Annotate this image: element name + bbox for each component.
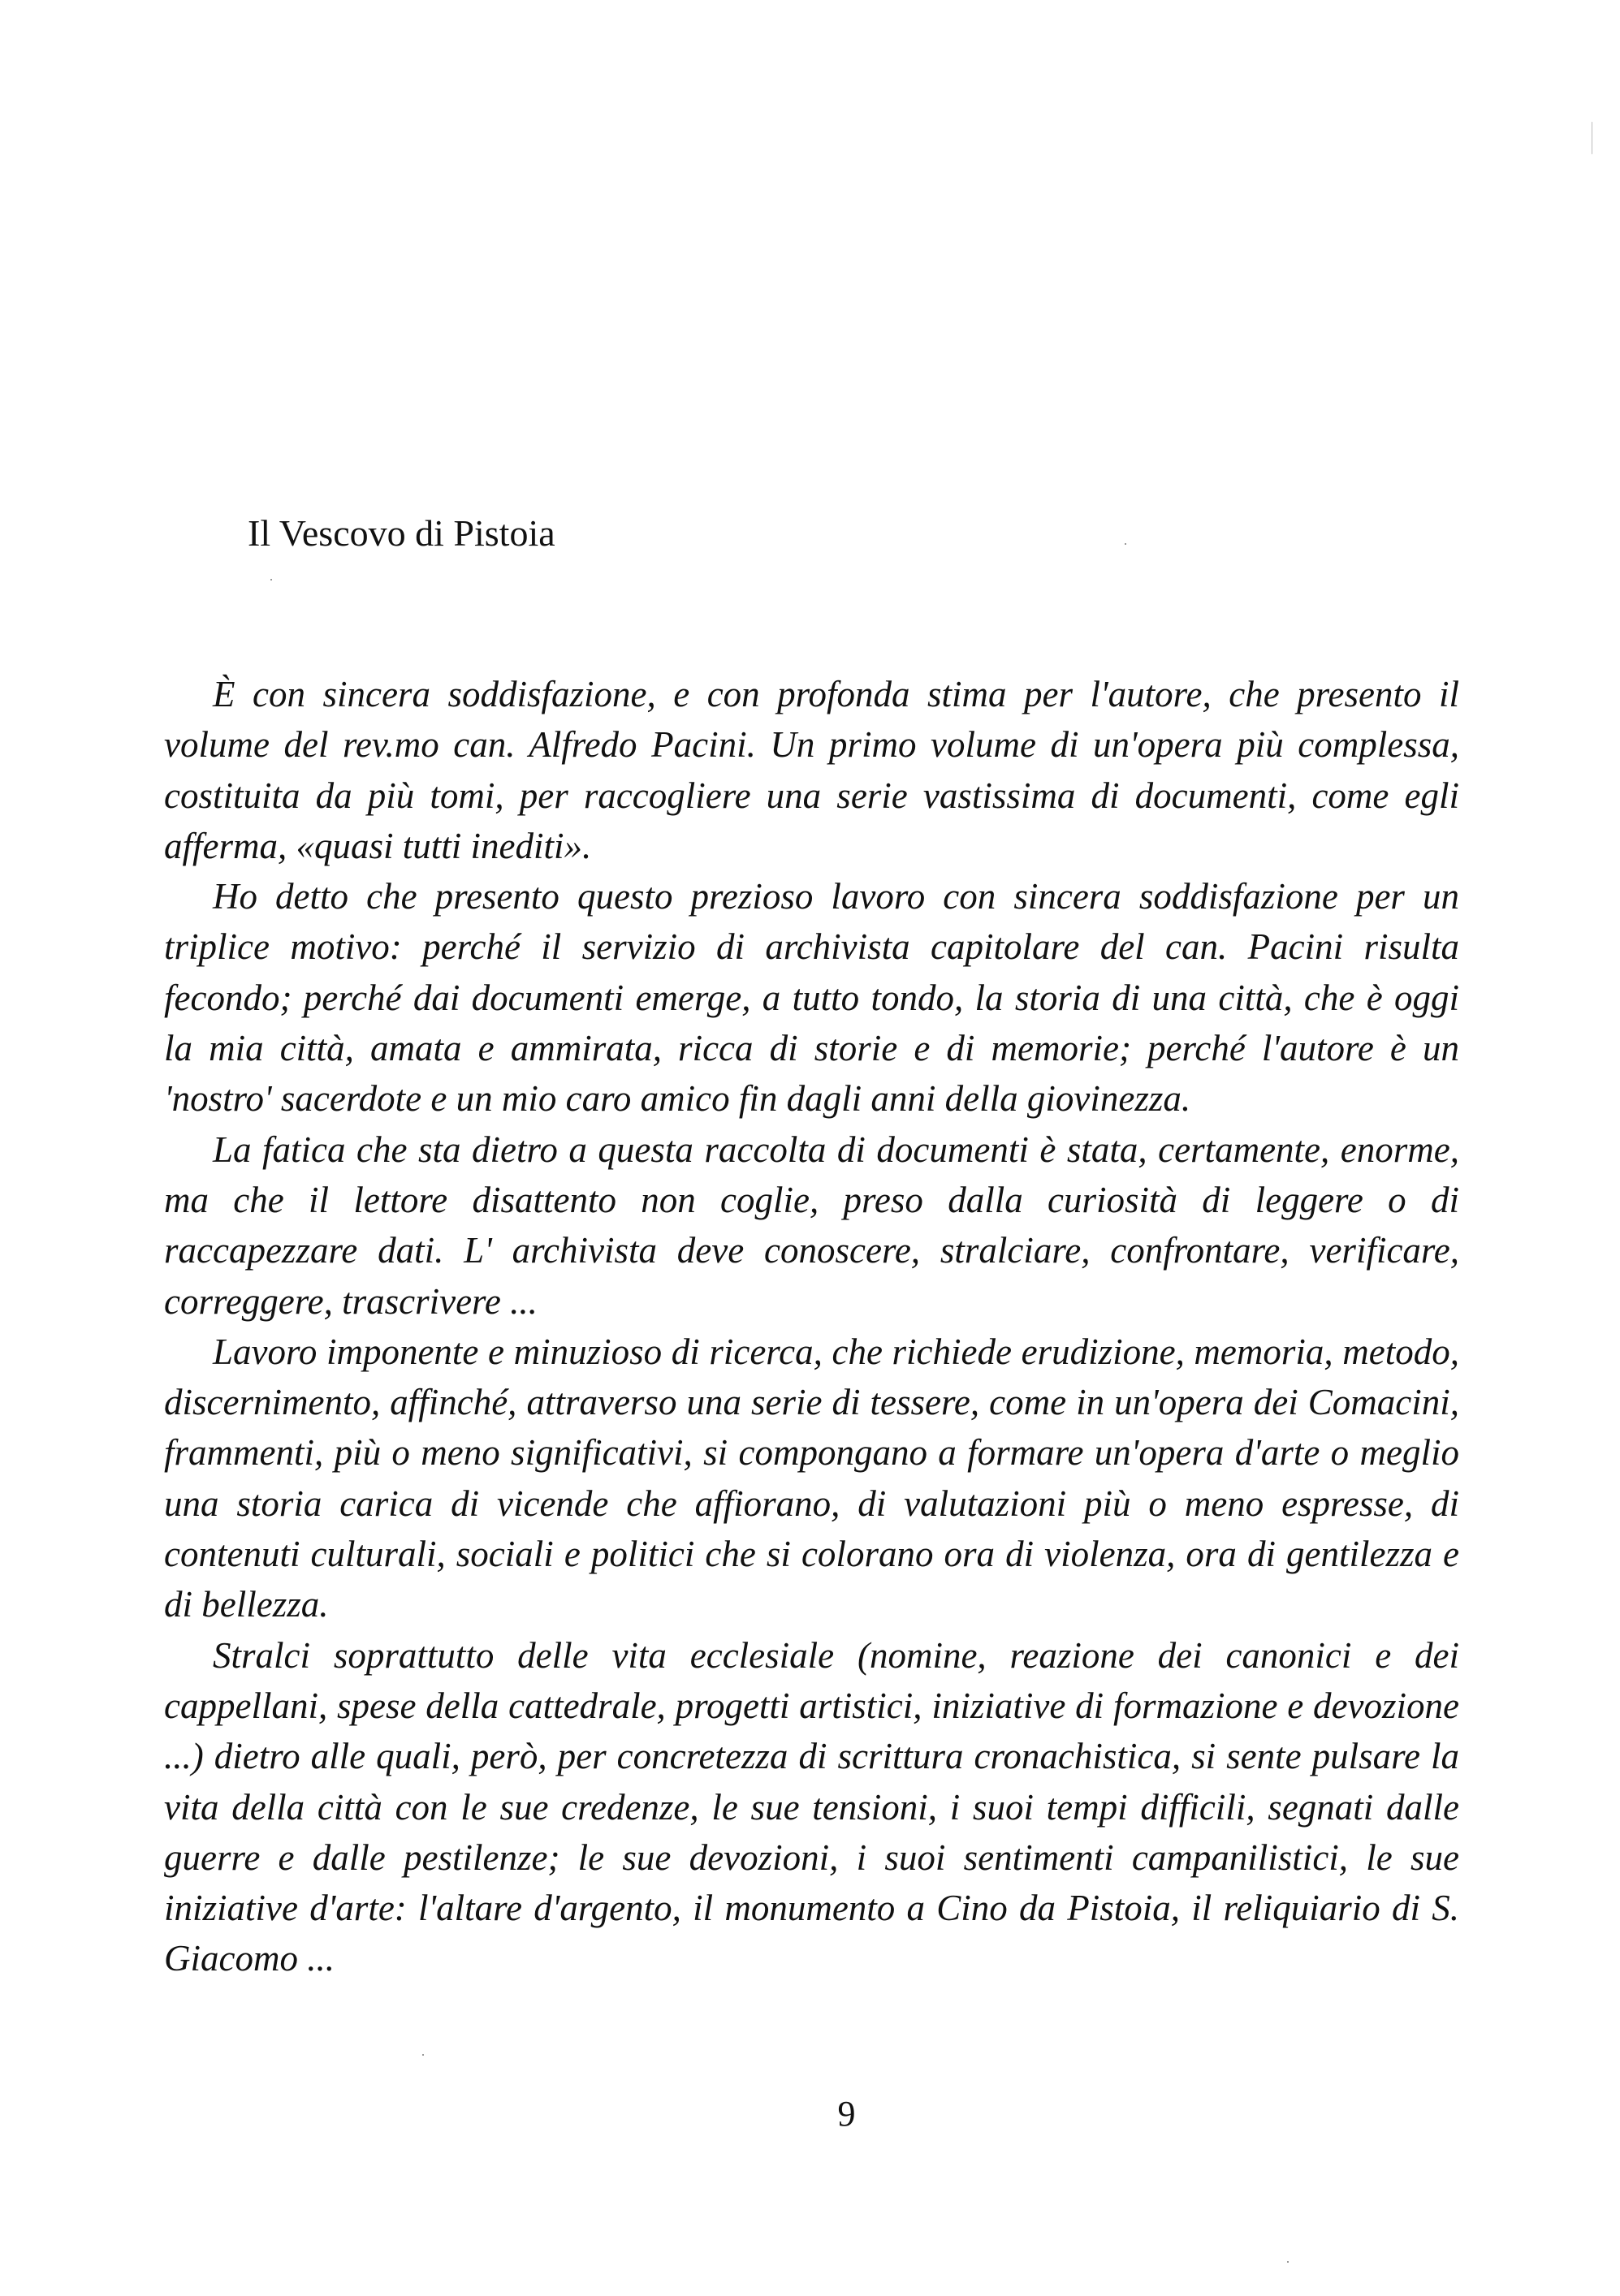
page-number: 9 xyxy=(837,2094,856,2134)
scan-speck xyxy=(270,579,272,580)
paragraph-3: La fatica che sta dietro a questa raccolta di documenti è stata, certamente, enorme, ma che il lettore disattento non coglie, preso dalla curiosità di leggere o di raccapezzare dati. L' archivista deve conoscere, stralciare, confrontare, verificare, correggere, trascrivere ... xyxy=(164,1129,1459,1322)
body-text xyxy=(164,669,1459,1984)
scan-speck xyxy=(1287,2261,1289,2263)
paragraph-2: Ho detto che presento questo prezioso lavoro con sincera soddisfazione per un triplice motivo: perché il servizio di archivista capitolare del can. Pacini risulta fecondo; perché dai documenti emerge, a tutto tondo, la storia di una città, che è oggi la mia città, amata e ammirata, ricca di storie e di memorie; perché l'autore è un 'nostro' sacerdote e un mio caro amico fin dagli anni della giovinezza. xyxy=(164,876,1459,1120)
paragraph-5: Stralci soprattutto delle vita ecclesiale (nomine, reazione dei canonici e dei cappellani, spese della cattedrale, progetti artistici, iniziative di formazione e devozione ...) dietro alle quali, però, per concretezza di scrittura cronachistica, si sente pulsare la vita della città con le sue credenze, le sue tensioni, i suoi tempi difficili, segnati dalle guerre e dalle pestilenze; le sue devozioni, i suoi sentimenti campanilistici, le sue iniziative d'arte: l'altare d'argento, il monumento a Cino da Pistoia, il reliquiario di S. Giacomo ... xyxy=(164,1634,1459,1979)
paragraph-4: Lavoro imponente e minuzioso di ricerca, che richiede erudizione, memoria, metodo, discernimento, affinché, attraverso una serie di tessere, come in un'opera dei Comacini, frammenti, più o meno significativi, si compongano a formare un'opera d'arte o meglio una storia carica di vicende che affiorano, di valutazioni più o meno espresse, di contenuti culturali, sociali e politici che si colorano ora di violenza, ora di gentilezza e di bellezza. xyxy=(164,1331,1459,1625)
scan-speck xyxy=(422,2054,424,2056)
scan-speck xyxy=(1125,543,1126,545)
paragraph-1: È con sincera soddisfazione, e con profonda stima per l'autore, che presento il volume del rev.mo can. Alfredo Pacini. Un primo volume di un'opera più complessa, costituita da più tomi, per raccogliere una serie vastissima di documenti, come egli afferma, «quasi tutti inediti». xyxy=(164,674,1459,866)
page-heading: Il Vescovo di Pistoia xyxy=(248,512,555,554)
